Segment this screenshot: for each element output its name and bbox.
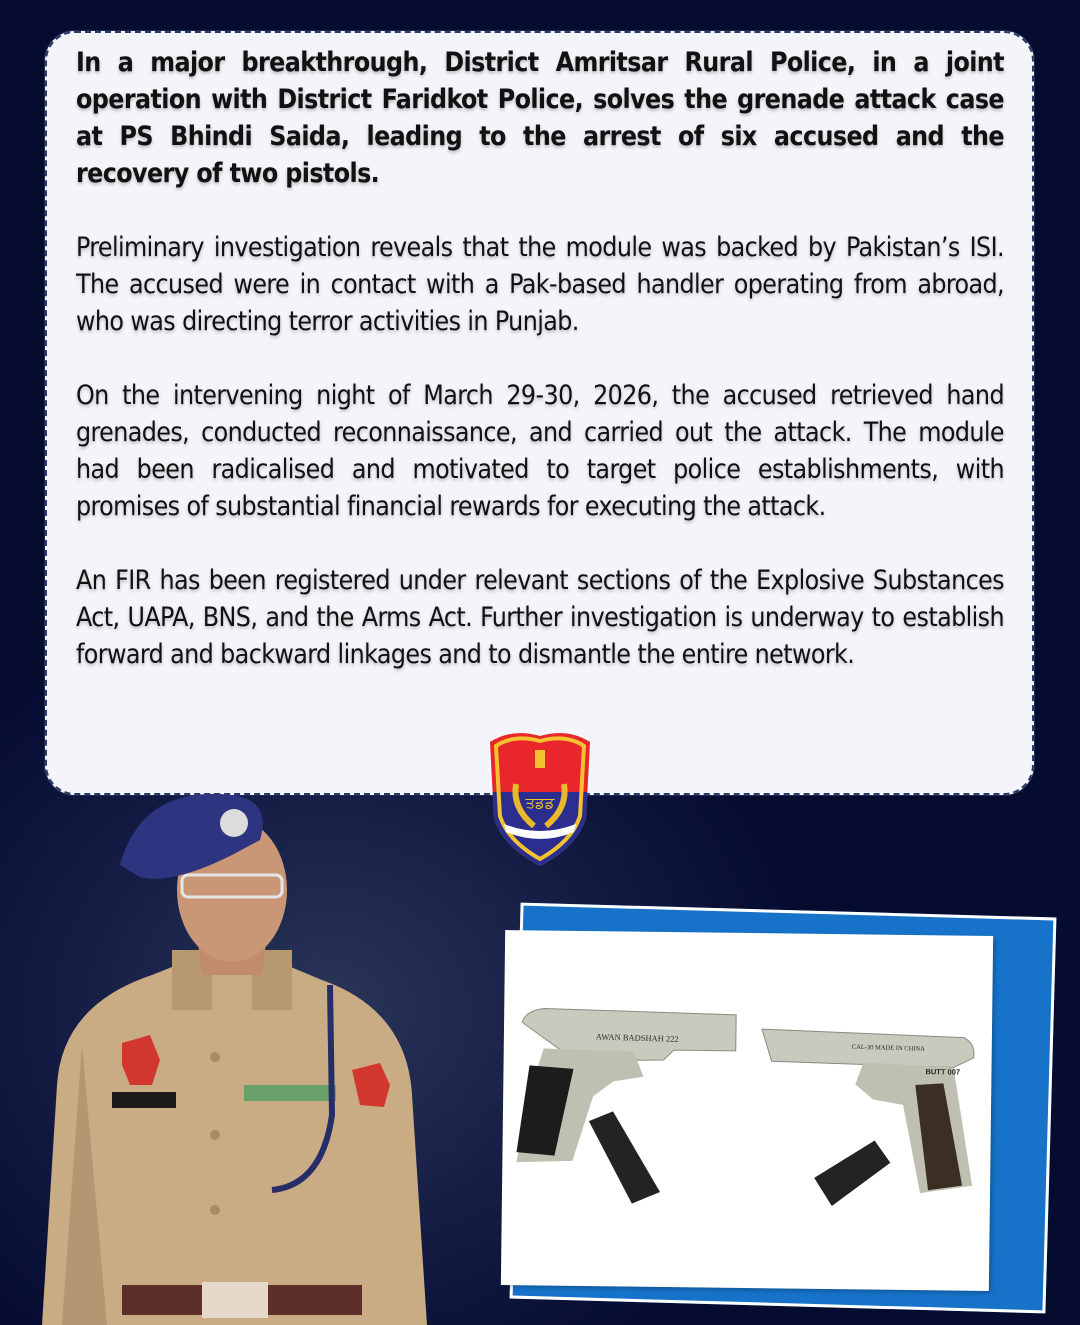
pistol-2-magazine: [814, 1140, 891, 1207]
recovered-weapons-photo: [500, 905, 1070, 1325]
pistol-1-engraving: AWAN BADSHAH 222: [595, 1031, 679, 1044]
punjab-police-emblem-icon: [482, 728, 598, 868]
button: [210, 1052, 220, 1062]
button: [210, 1205, 220, 1215]
name-tag: [112, 1092, 176, 1108]
lead-paragraph: In a major breakthrough, District Amritsar Rural Police, in a joint operation with District Faridkot Police, solves the grenade attack case at PS Bhindi Saida, leading to the arrest of six accused and the recovery of two pistols.: [76, 47, 1004, 189]
svg-text:ਤਡਡ: ਤਡਡ: [525, 794, 555, 812]
announcement-text: [76, 44, 1004, 710]
attack-details-paragraph: On the intervening night of March 29-30, 2026, the accused retrieved hand grenades, conducted reconnaissance, and carried out the attack. The module had been radicalised and motivated to target police establishments, with promises of substantial financial rewards for executing the attack.: [76, 380, 1004, 522]
pistol-2-engraving: CAL-30 MADE IN CHINA: [851, 1043, 925, 1053]
button: [210, 1130, 220, 1140]
officer-portrait: [22, 785, 442, 1325]
pistol-2-grip-marking: BUTT 007: [925, 1067, 961, 1077]
investigation-paragraph: Preliminary investigation reveals that the module was backed by Pakistan’s ISI. The accused were in contact with a Pak-based handler operating from abroad, who was directing terror activities in Punjab.: [76, 232, 1004, 337]
fir-paragraph: An FIR has been registered under relevant sections of the Explosive Substances Act, UAPA, BNS, and the Arms Act. Further investigation is underway to establish forward and backward linkages and to dismantle the entire network.: [76, 565, 1004, 670]
beret-badge: [220, 809, 248, 837]
medal-ribbons: [244, 1085, 336, 1101]
pistols-illustration: [501, 930, 993, 1291]
belt-buckle: [202, 1282, 268, 1318]
photo-frame-front: [501, 930, 993, 1291]
pistol-1-magazine: [588, 1111, 661, 1204]
